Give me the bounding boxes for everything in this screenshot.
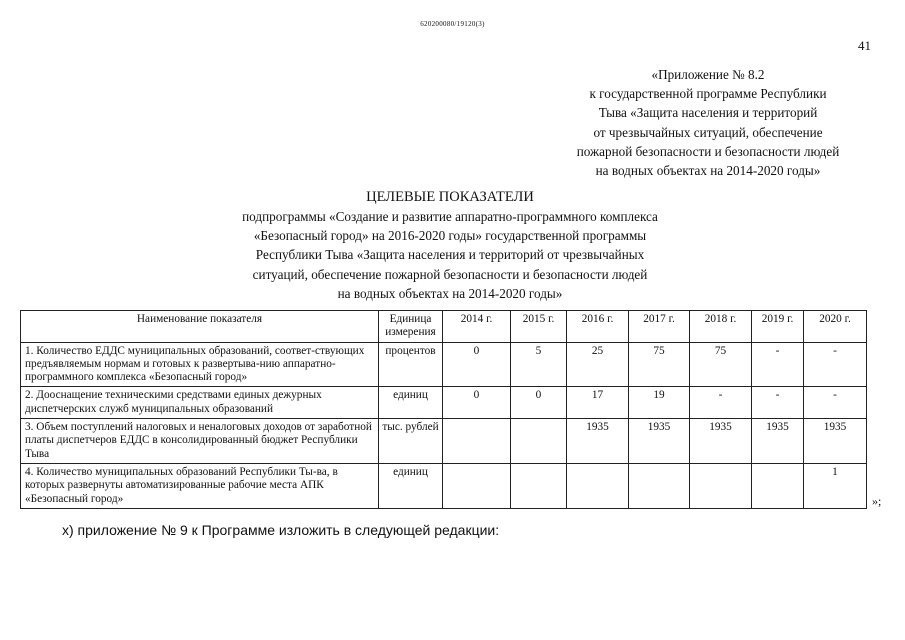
header-cell: 2020 г. — [804, 311, 867, 343]
value-cell: - — [752, 342, 804, 387]
value-cell — [443, 463, 511, 508]
unit-cell: единиц — [379, 387, 443, 419]
value-cell: 1 — [804, 463, 867, 508]
value-cell: 17 — [567, 387, 629, 419]
value-cell: 19 — [629, 387, 690, 419]
value-cell: 0 — [511, 387, 567, 419]
value-cell: - — [690, 387, 752, 419]
unit-cell: единиц — [379, 463, 443, 508]
table-row — [21, 342, 867, 387]
indicator-name: 2. Дооснащение техническими средствами единых дежурных диспетчерских служб муниципальных образований — [21, 387, 379, 419]
subtitle-line: подпрограммы «Создание и развитие аппаратно-программного комплекса — [242, 209, 658, 224]
indicator-name: 1. Количество ЕДДС муниципальных образований, соответ-ствующих предъявляемым нормам и готовых к развертыва-нию аппаратно-программного комплекса «Безопасный город» — [21, 342, 379, 387]
header-cell: 2019 г. — [752, 311, 804, 343]
header-cell: 2014 г. — [443, 311, 511, 343]
value-cell — [511, 463, 567, 508]
subtitle-line: «Безопасный город» на 2016-2020 годы» государственной программы — [253, 228, 647, 244]
appendix-header — [530, 65, 886, 180]
value-cell: 25 — [567, 342, 629, 387]
value-cell — [567, 463, 629, 508]
section-heading — [20, 188, 880, 303]
value-cell: 0 — [443, 342, 511, 387]
value-cell: 75 — [690, 342, 752, 387]
header-cell: 2016 г. — [567, 311, 629, 343]
value-cell: 75 — [629, 342, 690, 387]
value-cell: 1935 — [567, 419, 629, 464]
value-cell: 1935 — [752, 419, 804, 464]
value-cell: 1935 — [629, 419, 690, 464]
value-cell: - — [804, 387, 867, 419]
value-cell: 1935 — [690, 419, 752, 464]
table-row — [21, 463, 867, 508]
subtitle-line: Республики Тыва «Защита населения и территорий от чрезвычайных — [255, 247, 645, 263]
value-cell: - — [804, 342, 867, 387]
indicator-name: 4. Количество муниципальных образований Республики Ты-ва, в которых развернуты автоматизированные рабочие места АПК «Безопасный город» — [21, 463, 379, 508]
appendix-line: «Приложение № 8.2 — [651, 67, 765, 82]
appendix-line: к государственной программе Республики — [589, 86, 827, 102]
value-cell — [443, 419, 511, 464]
instruction-text: х) приложение № 9 к Программе изложить в следующей редакции: — [62, 522, 500, 538]
header-cell: Наименование показателя — [21, 311, 379, 343]
document-code: 620200080/19120(3) — [420, 20, 485, 28]
header-cell: 2017 г. — [629, 311, 690, 343]
table-row — [21, 387, 867, 419]
unit-cell: процентов — [379, 342, 443, 387]
appendix-line: на водных объектах на 2014-2020 годы» — [595, 163, 821, 179]
indicator-name: 3. Объем поступлений налоговых и неналоговых доходов от заработной платы диспетчеров ЕДДС в консолидированный бюджет Республики Тыва — [21, 419, 379, 464]
appendix-line: от чрезвычайных ситуаций, обеспечение — [593, 124, 823, 140]
subtitle-line: на водных объектах на 2014-2020 годы» — [337, 285, 563, 301]
unit-cell: тыс. рублей — [379, 419, 443, 464]
value-cell — [511, 419, 567, 464]
header-cell: 2015 г. — [511, 311, 567, 343]
indicators-table — [20, 310, 867, 509]
closing-quote-mark: »; — [872, 494, 882, 508]
appendix-line: Тыва «Защита населения и территорий — [598, 105, 818, 121]
table-header-row — [21, 311, 867, 343]
value-cell: 5 — [511, 342, 567, 387]
value-cell: 1935 — [804, 419, 867, 464]
value-cell: - — [752, 387, 804, 419]
header-cell: 2018 г. — [690, 311, 752, 343]
table-row — [21, 419, 867, 464]
value-cell — [690, 463, 752, 508]
page-number: 41 — [858, 38, 871, 53]
appendix-line: пожарной безопасности и безопасности людей — [576, 143, 840, 159]
header-cell: Единица измерения — [379, 311, 443, 343]
value-cell: 0 — [443, 387, 511, 419]
value-cell — [752, 463, 804, 508]
subtitle-line: ситуаций, обеспечение пожарной безопасности и безопасности людей — [252, 266, 648, 282]
value-cell — [629, 463, 690, 508]
page-title: ЦЕЛЕВЫЕ ПОКАЗАТЕЛИ — [366, 189, 534, 205]
